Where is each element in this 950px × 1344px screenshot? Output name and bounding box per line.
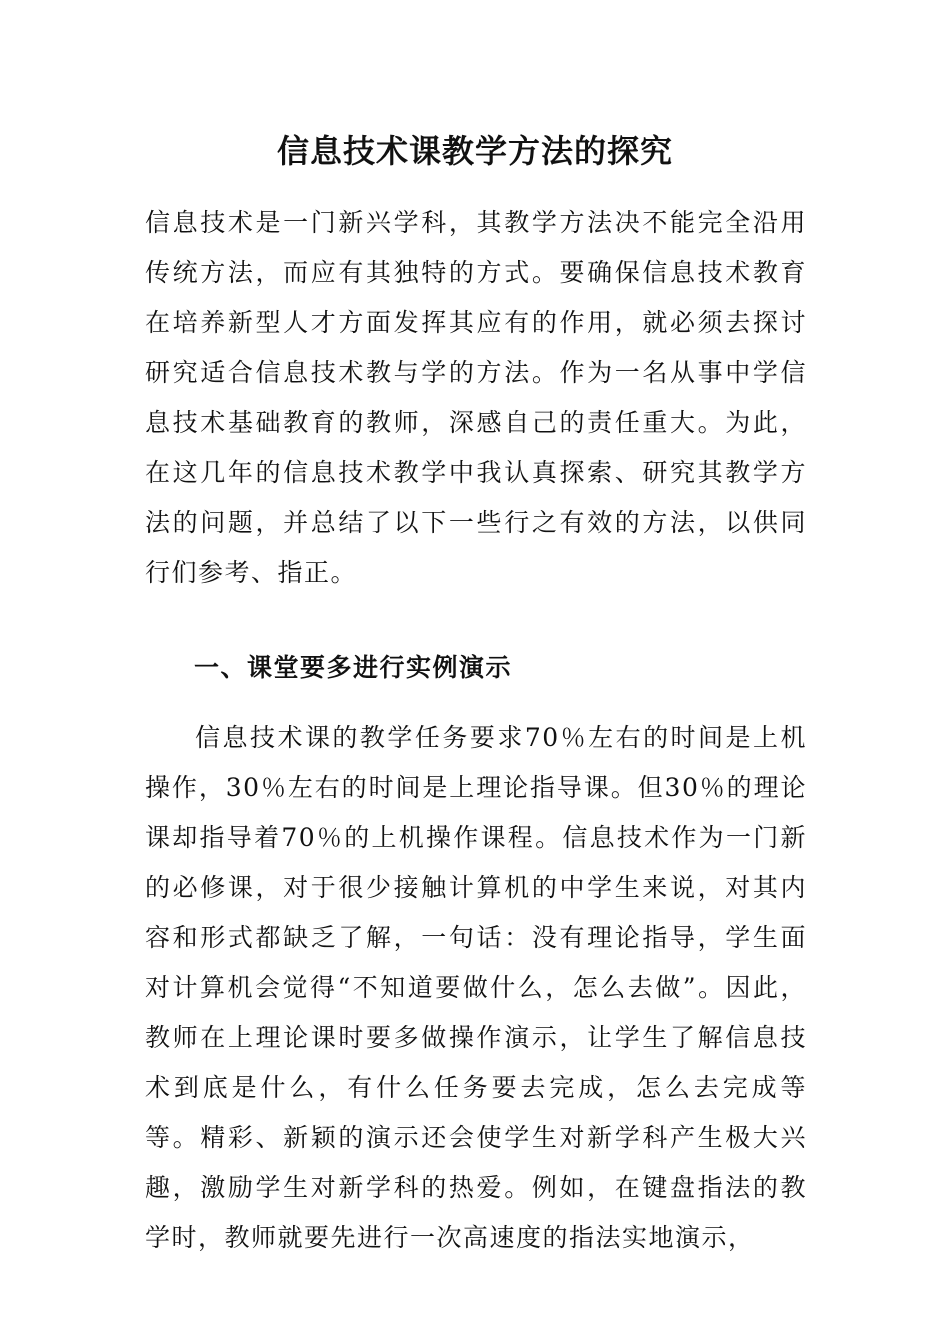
section-1-paragraph: 信息技术课的教学任务要求70％左右的时间是上机操作，30％左右的时间是上理论指导课。但30％的理论课却指导着70％的上机操作课程。信息技术作为一门新的必修课，对于很少接触计算机的中学生来说，对其内容和形式都缺乏了解，一句话：没有理论指导，学生面对计算机会觉得“不知道要做什么，怎么去做”。因此，教师在上理论课时要多做操作演示，让学生了解信息技术到底是什么，有什么任务要去完成，怎么去完成等等。精彩、新颖的演示还会使学生对新学科产生极大兴趣，激励学生对新学科的热爱。例如，在键盘指法的教学时，教师就要先进行一次高速度的指法实地演示，	[145, 723, 807, 1252]
document-title: 信息技术课教学方法的探究	[276, 132, 673, 170]
section-heading-1: 一、课堂要多进行实例演示	[194, 653, 513, 682]
intro-paragraph: 信息技术是一门新兴学科，其教学方法决不能完全沿用传统方法，而应有其独特的方式。要确保信息技术教育在培养新型人才方面发挥其应有的作用，就必须去探讨研究适合信息技术教与学的方法。作为一名从事中学信息技术基础教育的教师，深感自己的责任重大。为此，在这几年的信息技术教学中我认真探索、研究其教学方法的问题，并总结了以下一些行之有效的方法，以供同行们参考、指正。	[145, 208, 807, 587]
